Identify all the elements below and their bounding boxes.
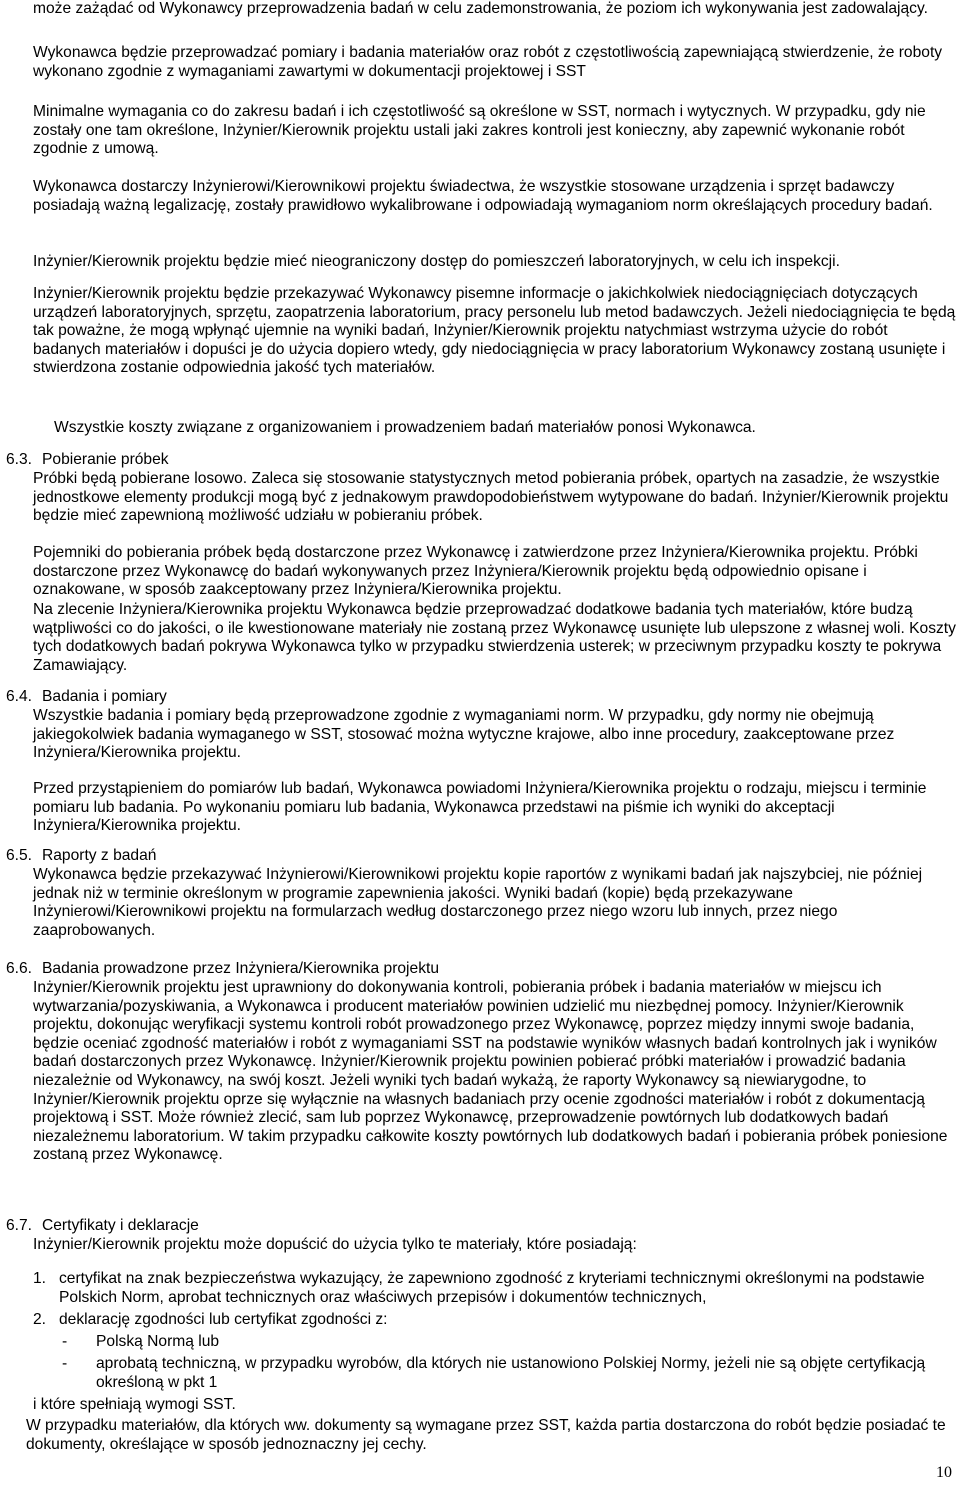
section-heading <box>6 960 439 979</box>
sublist-text: Polską Normą lub <box>96 1333 220 1350</box>
section-heading <box>6 688 167 707</box>
paragraph: Na zlecenie Inżyniera/Kierownika projektu Wykonawca będzie przeprowadzać dodatkowe badania tych materiałów, które budzą wątpliwości co do jakości, o ile kwestionowane materiały nie zostaną przez Wykonawcę usunięte lub ulepszone z własnej woli. Koszty tych dodatkowych badań pokrywa Wykonawca tylko w przypadku stwierdzenia usterek; w przeciwnym przypadku koszty te pokrywa Zamawiający. <box>33 601 956 674</box>
section-title: Certyfikaty i deklaracje <box>42 1217 199 1234</box>
section-heading <box>6 847 156 866</box>
list-text: deklarację zgodności lub certyfikat zgodności z: <box>59 1311 388 1328</box>
page-number: 10 <box>936 1464 952 1481</box>
section-number: 6.5. <box>6 847 33 864</box>
paragraph: Inżynier/Kierownik projektu będzie mieć nieograniczony dostęp do pomieszczeń laboratoryjnych, w celu ich inspekcji. <box>33 253 840 270</box>
paragraph: Minimalne wymagania co do zakresu badań i ich częstotliwość są określone w SST, normach i wytycznych. W przypadku, gdy nie zostały one tam określone, Inżynier/Kierownik projektu ustali jaki zakres kontroli jest konieczny, aby zapewnić wykonanie robót zgodnie z umową. <box>33 103 926 158</box>
paragraph: Pojemniki do pobierania próbek będą dostarczone przez Wykonawcę i zatwierdzone przez Inżyniera/Kierownika projektu. Próbki dostarczone przez Wykonawcę do badań wykonywanych przez Inżyniera/Kierownik projektu będą odpowiednio opisane i oznakowane, w sposób zaakceptowany przez Inżyniera/Kierownika projektu. <box>33 544 918 599</box>
list-text: certyfikat na znak bezpieczeństwa wykazujący, że zapewniono zgodność z kryteriami technicznymi określonymi na podstawie Polskich Norm, aprobat technicznych oraz właściwych przepisów i dokumentów technicznych, <box>59 1270 925 1306</box>
paragraph: Inżynier/Kierownik projektu będzie przekazywać Wykonawcy pisemne informacje o jakichkolwiek niedociągnięciach dotyczących urządzeń laboratoryjnych, sprzętu, zaopatrzenia laboratorium, pracy personelu lub metod badawczych. Jeżeli niedociągnięcia te będą tak poważne, że mogą wpłynąć ujemnie na wyniki badań, Inżynier/Kierownik projektu natychmiast wstrzyma użycie do robót badanych materiałów i dopuści je do użycia dopiero wtedy, gdy niedociągnięcia w pracy laboratorium Wykonawcy zostaną usunięte i stwierdzona zostanie odpowiednia jakość tych materiałów. <box>33 285 956 377</box>
paragraph: Inżynier/Kierownik projektu może dopuścić do użycia tylko te materiały, które posiadają: <box>33 1236 637 1253</box>
paragraph: Wykonawca będzie przeprowadzać pomiary i badania materiałów oraz robót z częstotliwością zapewniającą stwierdzenie, że roboty wykonano zgodnie z wymaganiami zawartymi w dokumentacji projektowej i SST <box>33 44 943 80</box>
list-number: 2. <box>33 1311 47 1328</box>
paragraph: może zażądać od Wykonawcy przeprowadzenia badań w celu zademonstrowania, że poziom ich wykonywania jest zadowalający. <box>33 0 928 17</box>
sublist-item <box>62 1355 932 1392</box>
sublist-item <box>62 1333 932 1352</box>
paragraph: Wszystkie badania i pomiary będą przeprowadzone zgodnie z wymaganiami norm. W przypadku, gdy normy nie obejmują jakiegokolwiek badania wymaganego w SST, stosować można wytyczne krajowe, albo inne procedury, zaakceptowane przez Inżyniera/Kierownika projektu. <box>33 707 895 762</box>
list-item <box>33 1270 958 1307</box>
sublist-text: aprobatą techniczną, w przypadku wyrobów, dla których nie ustanowiono Polskiej Normy, jeżeli nie są objęte certyfikacją określoną w pkt 1 <box>96 1355 926 1391</box>
paragraph: i które spełniają wymogi SST. <box>33 1396 236 1413</box>
paragraph: W przypadku materiałów, dla których ww. dokumenty są wymagane przez SST, każda partia dostarczona do robót będzie posiadać te dokumenty, określające w sposób jednoznaczny jej cechy. <box>26 1417 946 1453</box>
section-heading <box>6 1217 199 1236</box>
section-number: 6.6. <box>6 960 33 977</box>
list-item <box>33 1311 958 1330</box>
list-number: 1. <box>33 1270 47 1287</box>
paragraph: Inżynier/Kierownik projektu jest uprawniony do dokonywania kontroli, pobierania próbek i badania materiałów w miejscu ich wytwarzania/pozyskiwania, a Wykonawca i producent materiałów powinien udzielić mu niezbędnej pomocy. Inżynier/Kierownik projektu, dokonując weryfikacji systemu kontroli robót prowadzonego przez Wykonawcę, poprzez między innymi swoje badania, będzie oceniać zgodność materiałów i robót z wymaganiami SST na podstawie wyników własnych badań kontrolnych jak i wyników badań dostarczonych przez Wykonawcę. Inżynier/Kierownik projektu powinien pobierać próbki materiałów i prowadzić badania niezależnie od Wykonawcy, na swój koszt. Jeżeli wyniki tych badań wykażą, że raporty Wykonawcy są niewiarygodne, to Inżynier/Kierownik projektu oprze się wyłącznie na własnych badaniach przy ocenie zgodności materiałów i robót z dokumentacją projektową i SST. Może również zlecić, sam lub poprzez Wykonawcę, przeprowadzenie powtórnych lub dodatkowych badań niezależnemu laboratorium. W takim przypadku całkowite koszty powtórnych lub dodatkowych badań i pobierania próbek poniesione zostaną przez Wykonawcę. <box>33 979 948 1164</box>
section-title: Raporty z badań <box>42 847 157 864</box>
dash-marker: - <box>62 1333 68 1350</box>
paragraph: Wykonawca będzie przekazywać Inżynierowi/Kierownikowi projektu kopie raportów z wynikami badań jak najszybciej, nie później jednak niż w terminie określonym w programie zapewnienia jakości. Wyniki badań (kopie) będą przekazywane Inżynierowi/Kierownikowi projektu na formularzach według dostarczonego przez niego wzoru lub innych, przez niego zaaprobowanych. <box>33 866 923 939</box>
section-title: Pobieranie próbek <box>42 451 169 468</box>
paragraph: Wszystkie koszty związane z organizowaniem i prowadzeniem badań materiałów ponosi Wykonawca. <box>54 419 756 436</box>
section-number: 6.3. <box>6 451 33 468</box>
paragraph: Przed przystąpieniem do pomiarów lub badań, Wykonawca powiadomi Inżyniera/Kierownika projektu o rodzaju, miejscu i terminie pomiaru lub badania. Po wykonaniu pomiaru lub badania, Wykonawca przedstawi na piśmie ich wyniki do akceptacji Inżyniera/Kierownika projektu. <box>33 780 927 835</box>
dash-marker: - <box>62 1355 68 1372</box>
section-number: 6.7. <box>6 1217 33 1234</box>
paragraph: Wykonawca dostarczy Inżynierowi/Kierownikowi projektu świadectwa, że wszystkie stosowane urządzenia i sprzęt badawczy posiadają ważną legalizację, zostały prawidłowo wykalibrowane i odpowiadają wymaganiom norm określających procedury badań. <box>33 178 933 214</box>
paragraph: Próbki będą pobierane losowo. Zaleca się stosowanie statystycznych metod pobierania próbek, opartych na zasadzie, że wszystkie jednostkowe elementy produkcji mogą być z jednakowym prawdopodobieństwem wytypowane do badań. Inżynier/Kierownik projektu będzie mieć zapewnioną możliwość udziału w pobieraniu próbek. <box>33 470 949 525</box>
section-title: Badania prowadzone przez Inżyniera/Kierownika projektu <box>42 960 440 977</box>
section-number: 6.4. <box>6 688 33 705</box>
section-heading <box>6 451 169 470</box>
section-title: Badania i pomiary <box>42 688 167 705</box>
